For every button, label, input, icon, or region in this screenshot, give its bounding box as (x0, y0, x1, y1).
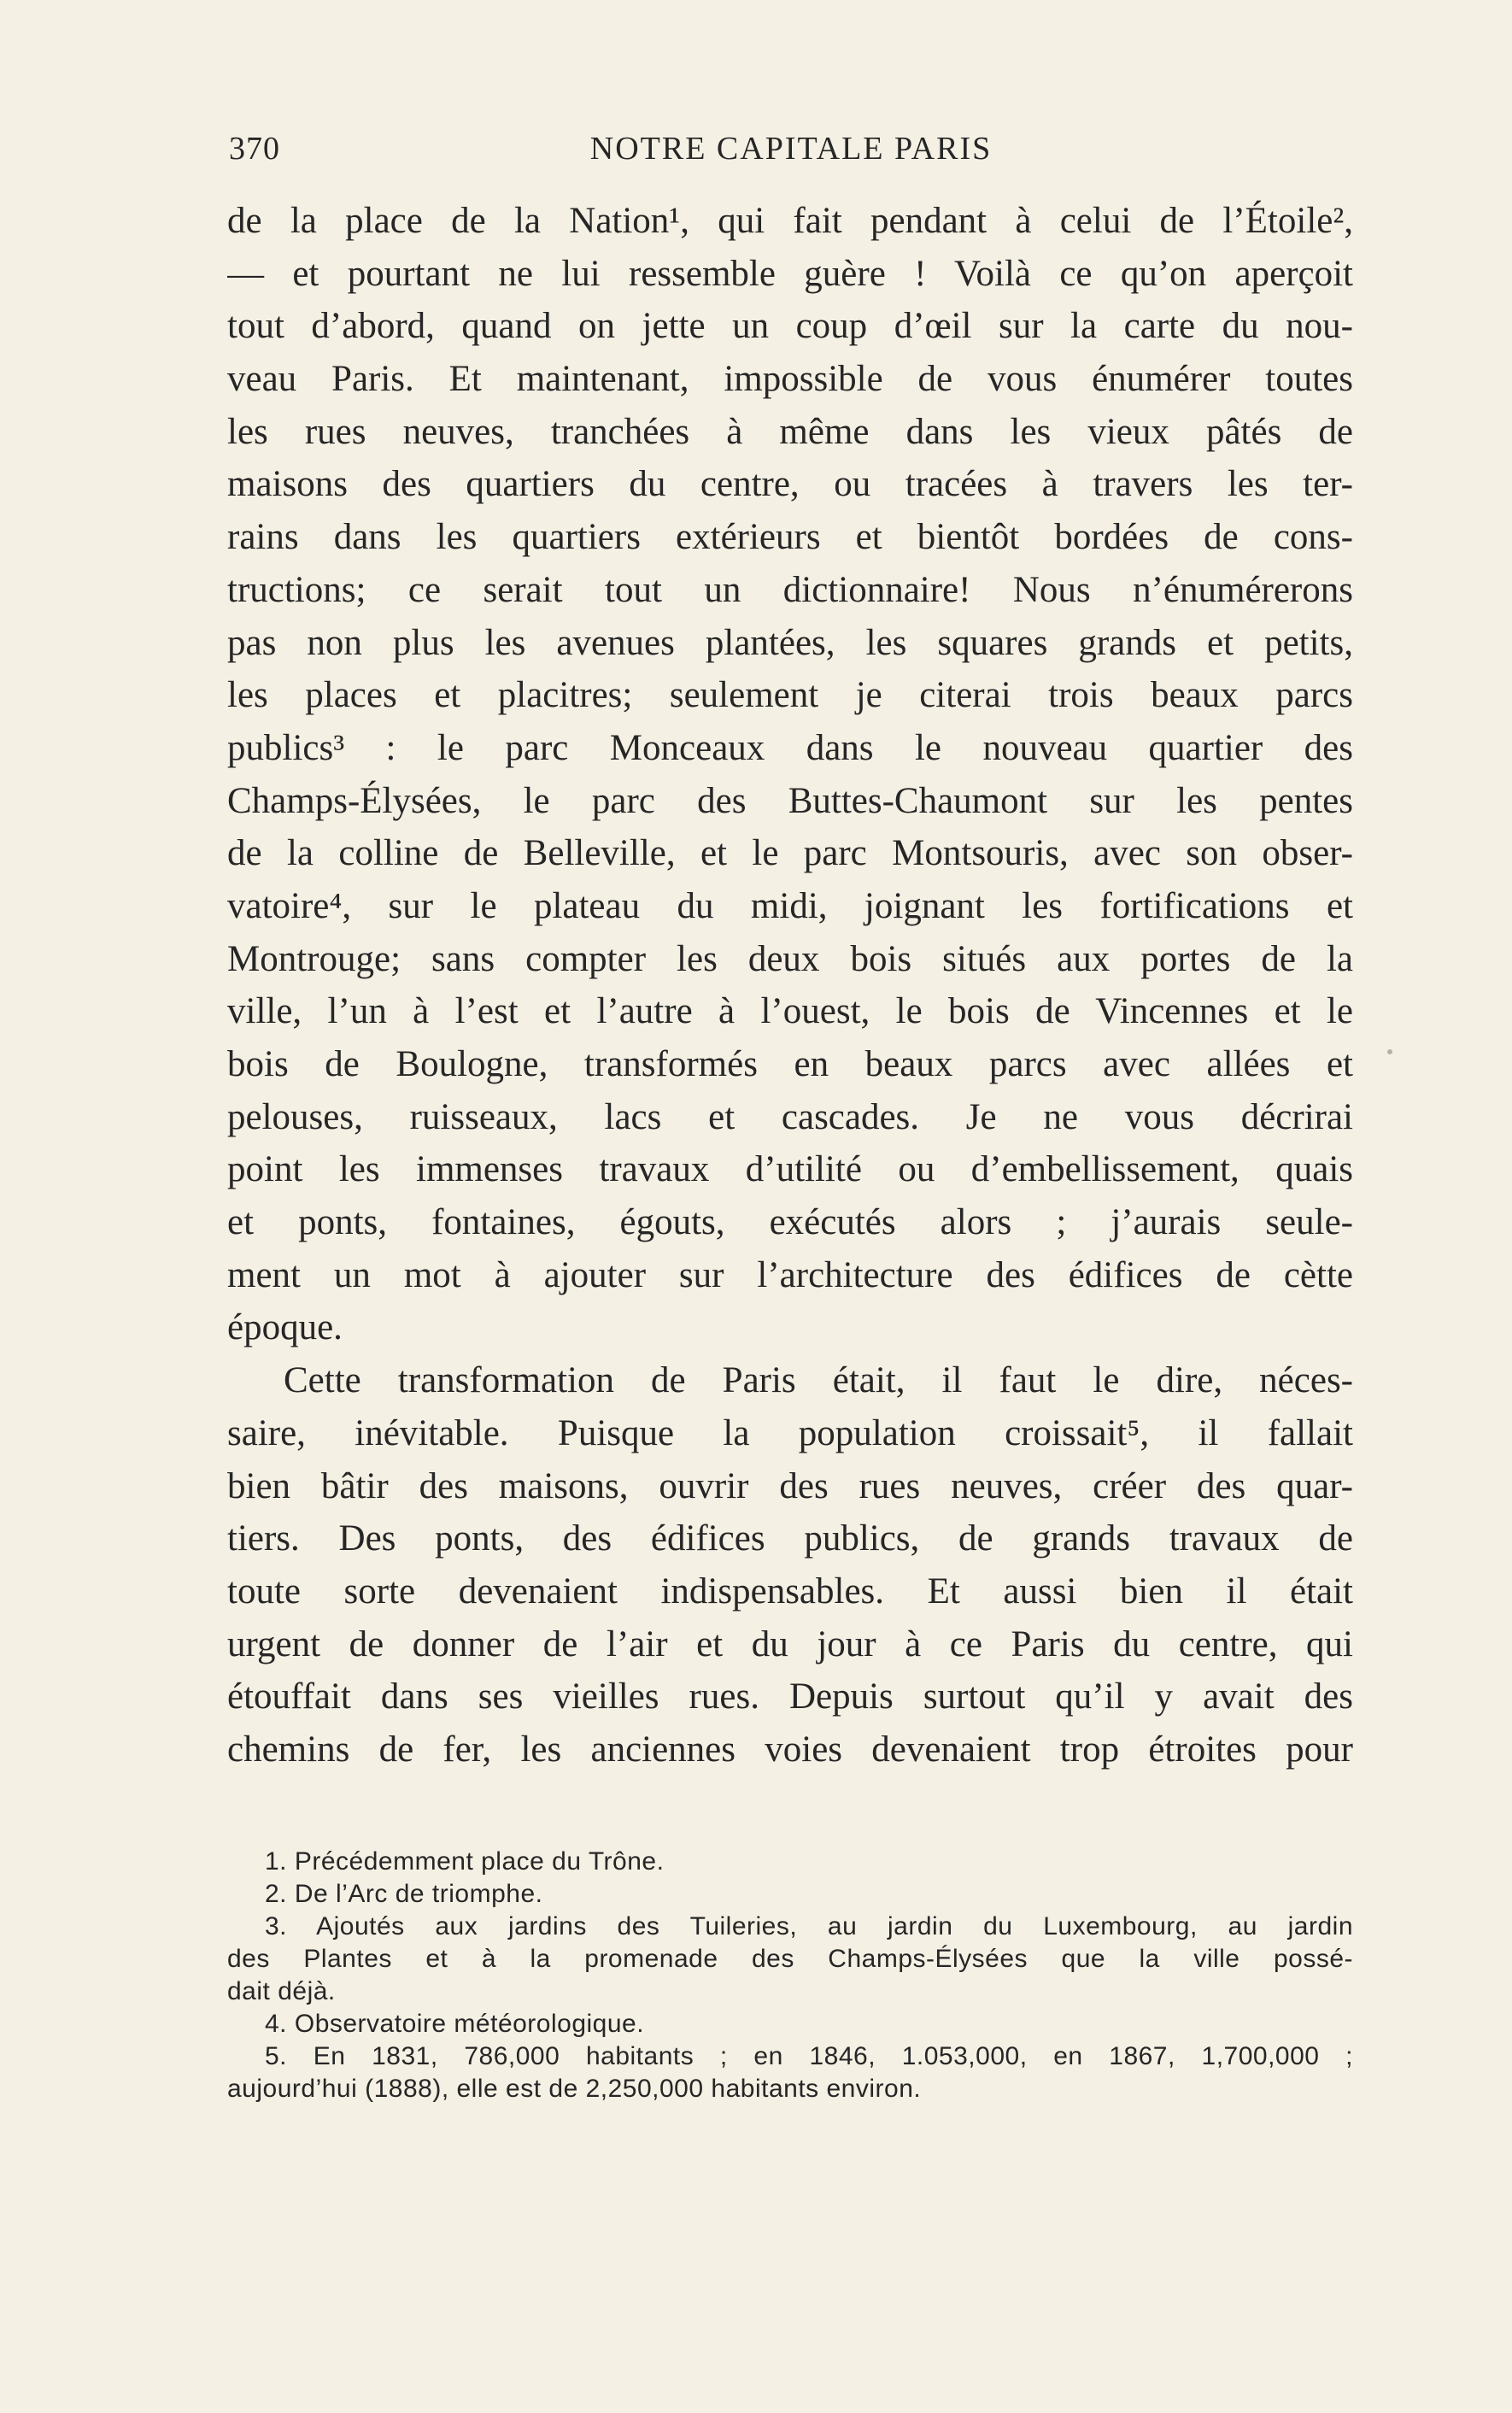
paper-speck (1387, 1049, 1392, 1054)
text-line: veau Paris. Et maintenant, impossible de vous énumérer toutes (227, 359, 1353, 400)
text-line: époque. (227, 1307, 343, 1348)
footnote-line: 4. Observatoire météorologique. (265, 2010, 645, 2038)
running-title: NOTRE CAPITALE PARIS (589, 131, 993, 167)
footnote-line: dait déjà. (227, 1977, 336, 2005)
footnote-line: 2. De l’Arc de triomphe. (265, 1880, 543, 1908)
text-line: pas non plus les avenues plantées, les squares grands et petits, (227, 622, 1353, 663)
text-line: tructions; ce serait tout un dictionnaire! Nous n’énumérerons (227, 569, 1353, 610)
text-line: de la place de la Nation¹, qui fait pendant à celui de l’Étoile², (227, 201, 1353, 241)
text-line: et ponts, fontaines, égouts, exécutés alors ; j’aurais seule- (227, 1202, 1353, 1243)
footnotes (227, 1846, 1353, 2105)
footnote-line: aujourd’hui (1888), elle est de 2,250,000 habitants environ. (227, 2075, 922, 2103)
text-line: Montrouge; sans compter les deux bois situés aux portes de la (227, 938, 1353, 979)
text-line: publics³ : le parc Monceaux dans le nouveau quartier des (227, 727, 1353, 768)
text-line: bien bâtir des maisons, ouvrir des rues neuves, créer des quar- (227, 1465, 1353, 1506)
page-header (229, 130, 1353, 173)
text-line: bois de Boulogne, transformés en beaux parcs avec allées et (227, 1044, 1353, 1084)
body-text (227, 195, 1353, 1776)
text-line: Cette transformation de Paris était, il faut le dire, néces- (284, 1360, 1353, 1401)
text-line: maisons des quartiers du centre, ou tracées à travers les ter- (227, 464, 1353, 505)
footnote-line: des Plantes et à la promenade des Champs-Élysées que la ville possé- (227, 1945, 1353, 1973)
text-line: saire, inévitable. Puisque la population croissait⁵, il fallait (227, 1412, 1353, 1453)
footnote-line: 1. Précédemment place du Trône. (265, 1847, 665, 1876)
text-line: toute sorte devenaient indispensables. Et aussi bien il était (227, 1571, 1353, 1612)
text-line: vatoire⁴, sur le plateau du midi, joignant les fortifications et (227, 885, 1353, 926)
text-line: ment un mot à ajouter sur l’architecture des édifices de cètte (227, 1254, 1353, 1295)
text-line: de la colline de Belleville, et le parc Montsouris, avec son obser- (227, 833, 1353, 874)
text-line: les places et placitres; seulement je citerai trois beaux parcs (227, 675, 1353, 716)
text-line: tout d’abord, quand on jette un coup d’œil sur la carte du nou- (227, 306, 1353, 347)
footnote-line: 3. Ajoutés aux jardins des Tuileries, au jardin du Luxembourg, au jardin (265, 1912, 1353, 1940)
text-line: les rues neuves, tranchées à même dans les vieux pâtés de (227, 411, 1353, 452)
footnote-line: 5. En 1831, 786,000 habitants ; en 1846, 1.053,000, en 1867, 1,700,000 ; (265, 2042, 1353, 2070)
text-line: point les immenses travaux d’utilité ou d’embellissement, quais (227, 1149, 1353, 1190)
text-line: tiers. Des ponts, des édifices publics, de grands travaux de (227, 1518, 1353, 1559)
text-line: urgent de donner de l’air et du jour à ce Paris du centre, qui (227, 1623, 1353, 1664)
text-line: pelouses, ruisseaux, lacs et cascades. Je ne vous décrirai (227, 1096, 1353, 1137)
text-line: — et pourtant ne lui ressemble guère ! Voilà ce qu’on aperçoit (227, 253, 1353, 294)
text-line: rains dans les quartiers extérieurs et bientôt bordées de cons- (227, 517, 1353, 558)
text-line: étouffait dans ses vieilles rues. Depuis surtout qu’il y avait des (227, 1676, 1353, 1717)
text-line: ville, l’un à l’est et l’autre à l’ouest, le bois de Vincennes et le (227, 991, 1353, 1032)
text-line: Champs-Élysées, le parc des Buttes-Chaumont sur les pentes (227, 780, 1353, 821)
page-number: 370 (229, 131, 280, 167)
text-line: chemins de fer, les anciennes voies devenaient trop étroites pour (227, 1729, 1353, 1770)
